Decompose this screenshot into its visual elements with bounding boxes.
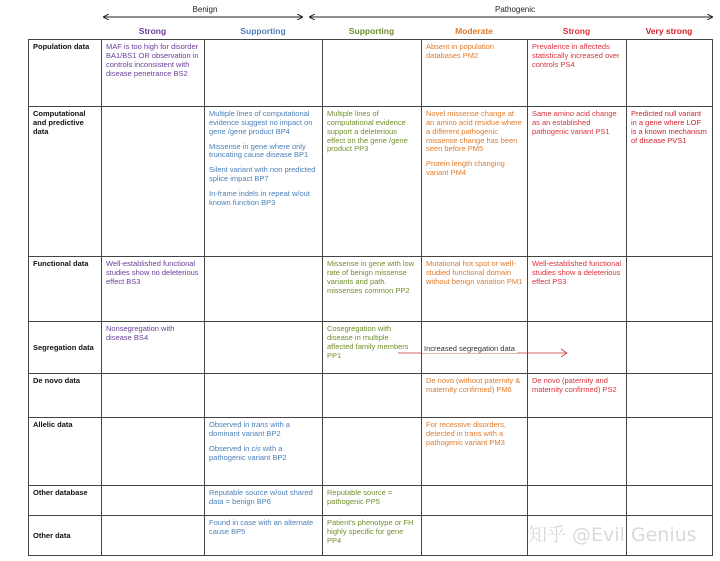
rowhead-functional: Functional data xyxy=(29,257,102,322)
cell-population-bp xyxy=(205,40,323,107)
rowhead-denovo: De novo data xyxy=(29,374,102,418)
cell-otherdb-pm xyxy=(422,486,528,516)
cell-functional-pvs xyxy=(627,257,713,322)
computational-ps1: Same amino acid change as an established pathogenic variant PS1 xyxy=(532,109,617,136)
criteria-table xyxy=(28,39,713,556)
cell-allelic-ps xyxy=(528,418,627,486)
cell-allelic-bs xyxy=(102,418,205,486)
segregation-bs4: Nonsegregation with disease BS4 xyxy=(106,324,175,342)
cell-computational-ps xyxy=(528,107,627,257)
computational-bp4: Multiple lines of computational evidence suggest no impact on gene /gene product BP4 xyxy=(209,109,313,136)
cell-other-bp xyxy=(205,516,323,556)
cell-population-pm xyxy=(422,40,528,107)
rowhead-allelic: Allelic data xyxy=(29,418,102,486)
row-other-database xyxy=(29,486,713,516)
row-computational xyxy=(29,107,713,257)
cell-other-pm xyxy=(422,516,528,556)
computational-bp1: Missense in gene where only truncating cause disease BP1 xyxy=(209,141,309,160)
allelic-bp2-cis-pre: Observed in xyxy=(209,443,252,453)
cell-denovo-bs xyxy=(102,374,205,418)
allelic-bp2-trans-post: with a dominant variant BP2 xyxy=(209,420,290,438)
cell-segregation-bp xyxy=(205,322,323,374)
population-bs-text: MAF is too high for disorder BA1/BS1 OR observation in controls inconsistent with disease penetrance BS2 xyxy=(106,42,199,78)
population-ps-text: Prevalence in affecteds statistically increased over controls PS4 xyxy=(532,42,620,69)
cell-allelic-pvs xyxy=(627,418,713,486)
allelic-bp2-trans-pre: Observed in xyxy=(209,420,252,429)
pathogenic-label: Pathogenic xyxy=(494,5,536,14)
cell-computational-bs xyxy=(102,107,205,257)
computational-pm5: Novel missense change at an amino acid residue where a different pathogenic missense change has been seen before PM5 xyxy=(426,109,522,154)
cell-segregation-ps xyxy=(528,322,627,374)
row-segregation xyxy=(29,322,713,374)
cell-functional-bs xyxy=(102,257,205,322)
range-arrows xyxy=(0,0,720,24)
cell-computational-pm xyxy=(422,107,528,257)
cell-allelic-bp xyxy=(205,418,323,486)
otherdb-pp5: Reputable source = pathogenic PP5 xyxy=(327,488,393,506)
cell-otherdb-pvs xyxy=(627,486,713,516)
allelic-bp2-cis xyxy=(209,445,318,463)
allelic-bp2-trans-em: trans xyxy=(251,420,269,429)
watermark: 知乎 @Evil Genius xyxy=(528,524,697,546)
segregation-pp1: Cosegregation with disease in multiple affected family members PP1 xyxy=(327,324,409,360)
cell-allelic-pm xyxy=(422,418,528,486)
cell-population-bs xyxy=(102,40,205,107)
cell-other-pp xyxy=(323,516,422,556)
col-pathogenic-moderate: Moderate xyxy=(455,26,493,36)
computational-pp3: Multiple lines of computational evidence support a deleterious effect on the gene /gene product PP3 xyxy=(327,109,408,154)
cell-functional-pm xyxy=(422,257,528,322)
col-benign-strong: Strong xyxy=(138,26,167,36)
cell-population-ps xyxy=(528,40,627,107)
col-pathogenic-very-strong: Very strong xyxy=(645,26,693,36)
population-pm-text: Absent in population databases PM2 xyxy=(426,42,494,60)
rowhead-other-data: Other data xyxy=(29,516,102,556)
rowhead-segregation: Segregation data xyxy=(29,322,102,374)
rowhead-computational: Computational and predictive data xyxy=(29,107,102,257)
cell-computational-bp xyxy=(205,107,323,257)
cell-segregation-bs xyxy=(102,322,205,374)
col-pathogenic-strong: Strong xyxy=(562,26,591,36)
cell-allelic-pp xyxy=(323,418,422,486)
cell-population-pvs xyxy=(627,40,713,107)
computational-bp3: In-frame indels in repeat w/out known function BP3 xyxy=(209,188,310,207)
cell-otherdb-pp xyxy=(323,486,422,516)
benign-label: Benign xyxy=(192,5,218,14)
denovo-ps2: De novo (paternity and maternity confirmed) PS2 xyxy=(532,376,617,394)
row-denovo xyxy=(29,374,713,418)
cell-denovo-bp xyxy=(205,374,323,418)
cell-functional-pp xyxy=(323,257,422,322)
allelic-bp2-cis-em: cis xyxy=(251,443,261,453)
col-pathogenic-supporting: Supporting xyxy=(348,26,395,36)
cell-functional-ps xyxy=(528,257,627,322)
computational-bp7: Silent variant with non predicted splice impact BP7 xyxy=(209,165,316,184)
otherdb-bp6: Reputable source w/out shared data = benign BP6 xyxy=(209,488,313,506)
cell-computational-pvs xyxy=(627,107,713,257)
other-bp5: Found in case with an alternate cause BP5 xyxy=(209,518,314,536)
cell-other-bs xyxy=(102,516,205,556)
cell-computational-pp xyxy=(323,107,422,257)
col-benign-supporting: Supporting xyxy=(240,26,286,36)
rowhead-population: Population data xyxy=(29,40,102,107)
cell-segregation-pvs xyxy=(627,322,713,374)
computational-pm4: Protein length changing variant PM4 xyxy=(426,159,505,178)
allelic-bp2-trans xyxy=(209,421,318,439)
cell-denovo-pp xyxy=(323,374,422,418)
functional-ps3: Well-established functional studies show a deleterious effect PS3 xyxy=(532,259,622,286)
functional-bs3: Well-established functional studies show no deleterious effect BS3 xyxy=(106,259,199,286)
denovo-pm6: De novo (without paternity & maternity confirmed) PM6 xyxy=(426,376,521,394)
cell-denovo-ps xyxy=(528,374,627,418)
cell-functional-bp xyxy=(205,257,323,322)
row-functional xyxy=(29,257,713,322)
cell-otherdb-bs xyxy=(102,486,205,516)
other-pp4: Patient's phenotype or FH highly specific for gene PP4 xyxy=(327,518,414,545)
rowhead-other-database: Other database xyxy=(29,486,102,516)
cell-denovo-pm xyxy=(422,374,528,418)
allelic-bp2-cis-post: with a pathogenic variant BP2 xyxy=(209,443,287,462)
cell-otherdb-bp xyxy=(205,486,323,516)
cell-population-pp xyxy=(323,40,422,107)
increased-segregation-label: Increased segregation data xyxy=(424,344,515,353)
functional-pp2: Missense in gene with low rate of benign missense variants and path. missenses common PP2 xyxy=(327,259,415,295)
cell-segregation-pp xyxy=(323,322,422,374)
cell-otherdb-ps xyxy=(528,486,627,516)
allelic-pm3: For recessive disorders, detected in trans with a pathogenic variant PM3 xyxy=(426,420,507,447)
cell-denovo-pvs xyxy=(627,374,713,418)
computational-pvs1: Predicted null variant in a gene where LOF is a known mechanism of disease PVS1 xyxy=(631,109,707,145)
row-allelic xyxy=(29,418,713,486)
row-population xyxy=(29,40,713,107)
functional-pm1: Mutational hot spot or well-studied functional domain without benign variation PM1 xyxy=(426,259,523,286)
